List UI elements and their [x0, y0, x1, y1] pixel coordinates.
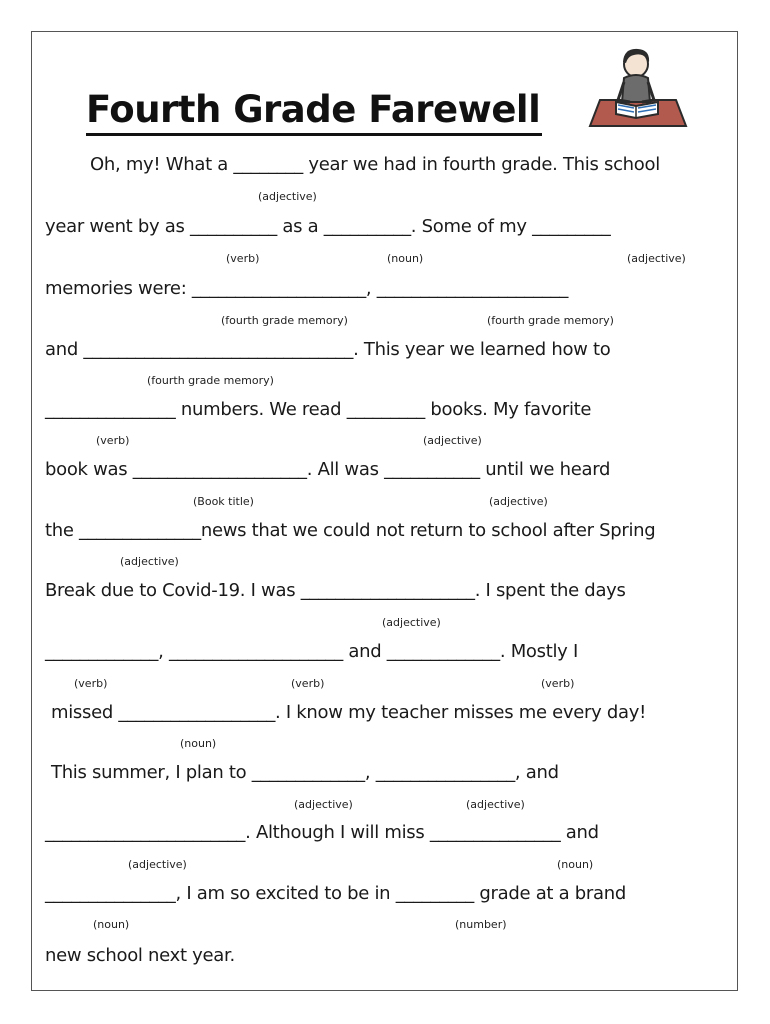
story-line-7: the ______________news that we could not return to school after Spring: [45, 520, 656, 541]
blank-label: (noun): [557, 858, 594, 871]
blank-label: (adjective): [294, 798, 353, 811]
story-line-12: _______________________. Although I will miss _______________ and: [45, 822, 599, 843]
story-line-5: _______________ numbers. We read _________ books. My favorite: [45, 399, 592, 420]
blank-label: (fourth grade memory): [221, 314, 348, 327]
blank-label: (noun): [180, 737, 217, 750]
blank-label: (Book title): [193, 495, 254, 508]
blank-label: (verb): [226, 252, 260, 265]
blank-label: (adjective): [423, 434, 482, 447]
story-line-2: year went by as __________ as a __________. Some of my _________: [45, 216, 611, 237]
blank-label: (adjective): [627, 252, 686, 265]
blank-label: (verb): [541, 677, 575, 690]
blank-label: (adjective): [382, 616, 441, 629]
story-line-10: missed __________________. I know my teacher misses me every day!: [51, 702, 647, 723]
blank-label: (verb): [96, 434, 130, 447]
blank-label: (adjective): [466, 798, 525, 811]
story-line-11: This summer, I plan to _____________, ________________, and: [51, 762, 559, 783]
blank-label: (adjective): [120, 555, 179, 568]
blank-label: (verb): [74, 677, 108, 690]
title-underline: [86, 133, 542, 136]
blank-label: (number): [455, 918, 507, 931]
blank-label: (noun): [93, 918, 130, 931]
story-line-6: book was ____________________. All was ___________ until we heard: [45, 459, 611, 480]
story-line-8: Break due to Covid-19. I was ____________________. I spent the days: [45, 580, 626, 601]
story-line-14: new school next year.: [45, 945, 235, 966]
blank-label: (fourth grade memory): [147, 374, 274, 387]
story-line-4: and _______________________________. This year we learned how to: [45, 339, 611, 360]
story-line-3: memories were: ____________________, ______________________: [45, 278, 569, 299]
story-line-1: Oh, my! What a ________ year we had in fourth grade. This school: [90, 154, 660, 175]
blank-label: (verb): [291, 677, 325, 690]
blank-label: (noun): [387, 252, 424, 265]
story-line-13: _______________, I am so excited to be in _________ grade at a brand: [45, 883, 626, 904]
story-line-9: _____________, ____________________ and _____________. Mostly I: [45, 641, 578, 662]
blank-label: (fourth grade memory): [487, 314, 614, 327]
blank-label: (adjective): [128, 858, 187, 871]
blank-label: (adjective): [489, 495, 548, 508]
boy-reading-book-icon: [586, 44, 688, 130]
blank-label: (adjective): [258, 190, 317, 203]
worksheet-title: Fourth Grade Farewell: [86, 88, 541, 131]
